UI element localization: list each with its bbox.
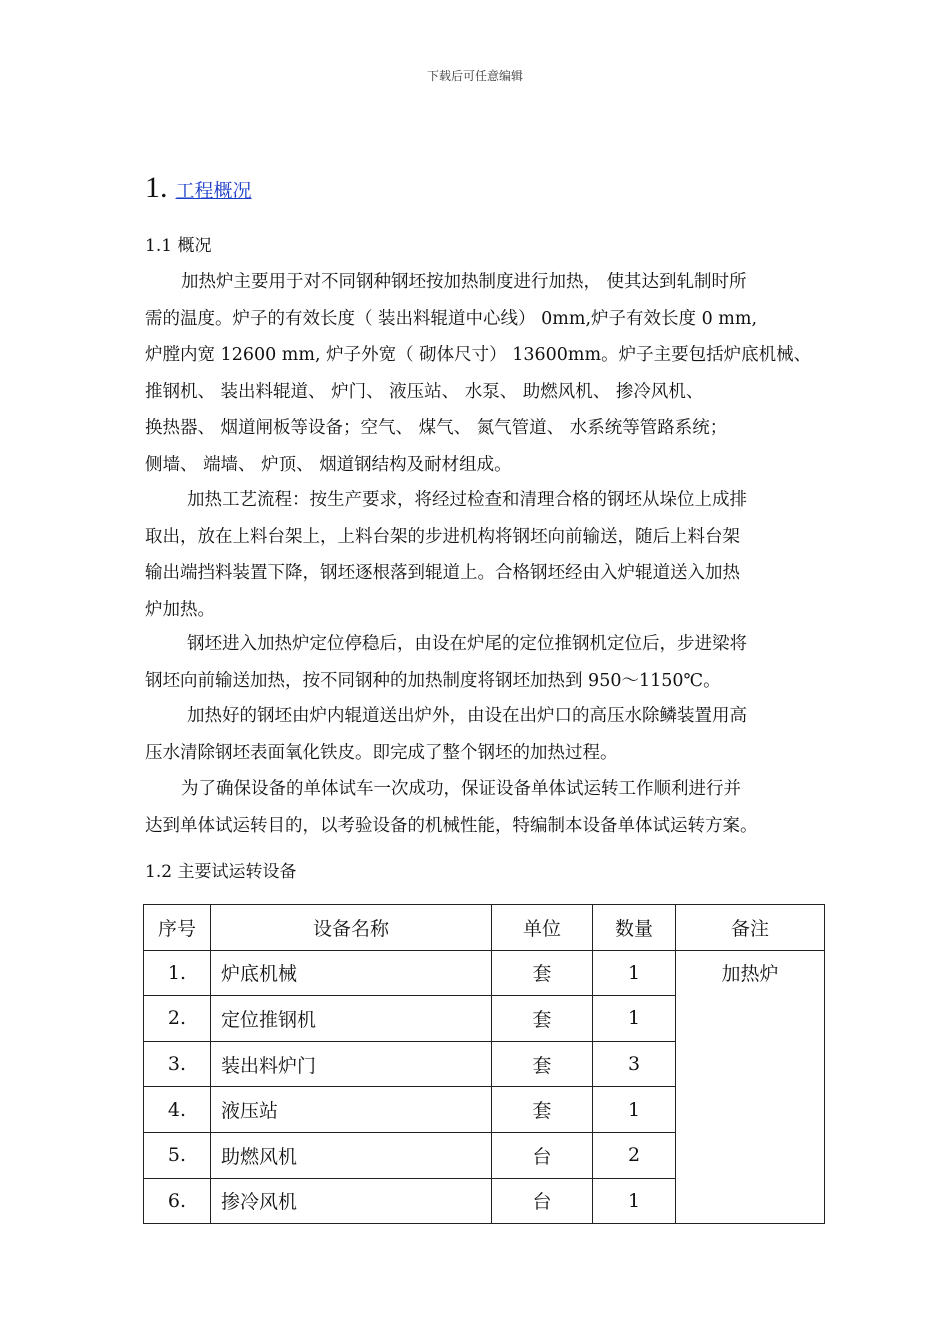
paragraph-line: 侧墙、 端墙、 炉顶、 烟道钢结构及耐材组成。 — [145, 454, 512, 475]
cell-qty: 1 — [593, 1087, 676, 1133]
paragraph-line: 加热工艺流程：按生产要求，将经过检查和清理合格的钢坯从垛位上成排 — [187, 490, 747, 510]
cell-name: 装出料炉门 — [211, 1041, 492, 1087]
cell-qty: 1 — [593, 996, 676, 1042]
cell-no: 5. — [144, 1132, 211, 1178]
cell-unit: 套 — [492, 1041, 593, 1087]
paragraph-purpose — [145, 771, 825, 844]
cell-no: 2. — [144, 996, 211, 1042]
paragraph-line: 加热炉主要用于对不同钢种钢坯按加热制度进行加热， 使其达到轧制时所 — [181, 272, 747, 292]
cell-no: 3. — [144, 1041, 211, 1087]
cell-no: 4. — [144, 1087, 211, 1133]
subsection-title-1-1: 1.1 概况 — [145, 236, 212, 256]
paragraph-line: 钢坯向前输送加热，按不同钢种的加热制度将钢坯加热到 950～1150℃。 — [145, 670, 721, 691]
cell-name: 助燃风机 — [211, 1132, 492, 1178]
paragraph-process-flow — [145, 482, 825, 628]
subsection-title-1-2: 1.2 主要试运转设备 — [145, 862, 297, 882]
paragraph-line: 炉加热。 — [145, 599, 215, 620]
cell-unit: 套 — [492, 1087, 593, 1133]
section-heading — [145, 168, 252, 211]
cell-qty: 3 — [593, 1041, 676, 1087]
cell-unit: 台 — [492, 1178, 593, 1224]
cell-name: 炉底机械 — [211, 950, 492, 996]
table-row — [144, 950, 825, 996]
paragraph-line: 输出端挡料装置下降，钢坯逐根落到辊道上。合格钢坯经由入炉辊道送入加热 — [145, 563, 740, 583]
heading-title-link[interactable]: 工程概况 — [175, 180, 252, 202]
cell-unit: 台 — [492, 1132, 593, 1178]
cell-qty: 2 — [593, 1132, 676, 1178]
cell-name: 掺冷风机 — [211, 1178, 492, 1224]
cell-unit: 套 — [492, 996, 593, 1042]
paragraph-line: 炉膛内宽 12600 mm, 炉子外宽（ 砌体尺寸） 13600mm。炉子主要包括炉底机械、 — [145, 345, 812, 365]
cell-qty: 1 — [593, 1178, 676, 1224]
table-header-row — [144, 905, 825, 951]
header-qty: 数量 — [593, 905, 676, 951]
cell-note-merged: 加热炉 — [676, 950, 825, 1224]
paragraph-descaling — [145, 698, 825, 771]
paragraph-line: 需的温度。炉子的有效长度（ 装出料辊道中心线） 0mm,炉子有效长度 0 mm, — [145, 308, 758, 329]
paragraph-line: 加热好的钢坯由炉内辊道送出炉外，由设在出炉口的高压水除鳞装置用高 — [187, 706, 747, 726]
paragraph-line: 取出，放在上料台架上，上料台架的步进机构将钢坯向前输送，随后上料台架 — [145, 526, 740, 547]
header-note: 下载后可任意编辑 — [426, 69, 523, 83]
cell-no: 6. — [144, 1178, 211, 1224]
paragraph-line: 钢坯进入加热炉定位停稳后，由设在炉尾的定位推钢机定位后，步进梁将 — [187, 634, 747, 654]
paragraph-heating — [145, 626, 825, 699]
equipment-table — [143, 904, 825, 1224]
cell-unit: 套 — [492, 950, 593, 996]
header-name: 设备名称 — [211, 905, 492, 951]
cell-qty: 1 — [593, 950, 676, 996]
paragraph-line: 推钢机、 装出料辊道、 炉门、 液压站、 水泵、 助燃风机、 掺冷风机、 — [145, 381, 704, 402]
header-unit: 单位 — [492, 905, 593, 951]
paragraph-line: 换热器、 烟道闸板等设备；空气、 煤气、 氮气管道、 水系统等管路系统； — [145, 418, 728, 438]
paragraph-line: 压水清除钢坯表面氧化铁皮。即完成了整个钢坯的加热过程。 — [145, 742, 618, 763]
paragraph-line: 为了确保设备的单体试车一次成功，保证设备单体试运转工作顺利进行并 — [181, 779, 741, 799]
paragraph-overview — [145, 264, 825, 483]
cell-no: 1. — [144, 950, 211, 996]
cell-name: 液压站 — [211, 1087, 492, 1133]
cell-name: 定位推钢机 — [211, 996, 492, 1042]
header-no: 序号 — [144, 905, 211, 951]
header-note-col: 备注 — [676, 905, 825, 951]
paragraph-line: 达到单体试运转目的，以考验设备的机械性能，特编制本设备单体试运转方案。 — [145, 815, 758, 836]
heading-number: 1. — [145, 171, 168, 204]
